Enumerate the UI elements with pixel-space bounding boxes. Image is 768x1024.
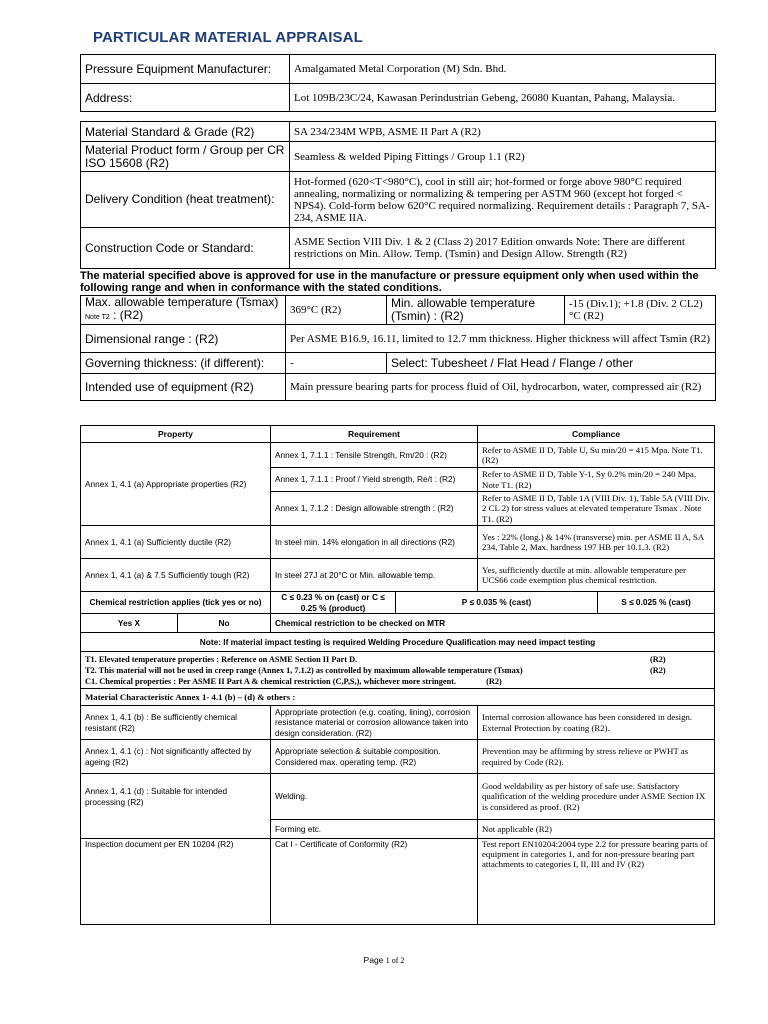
chem-restriction-label: Chemical restriction applies (tick yes or no) — [81, 592, 271, 614]
req-certificate: Cat I - Certificate of Conformity (R2) — [271, 839, 478, 925]
tsmax-value: 369°C (R2) — [286, 296, 387, 325]
prop-processing: Annex 1, 4.1 (d) : Suitable for intended processing (R2) — [81, 774, 271, 839]
page-label: Page — [363, 955, 386, 965]
comp-design-strength: Refer to ASME II D, Table 1A (VIII Div. 1), Table 5A (VIII Div. 2 CL 2) for stress values at elevated temperature Tsmax . Note T1. (R2) — [478, 492, 715, 526]
prop-ageing: Annex 1, 4.1 (c) : Not significantly affected by ageing (R2) — [81, 740, 271, 774]
header-property: Property — [81, 426, 271, 443]
tsmin-label: Min. allowable temperature (Tsmin) : (R2) — [387, 296, 565, 325]
note-c1-rev: (R2) — [486, 676, 502, 686]
comp-welding: Good weldability as per history of safe use. Satisfactory qualification of the welding procedure under ASME Section IX is considered as proof. (R2) — [478, 774, 715, 820]
note-c1: C1. Chemical properties : Per ASME II Part A & chemical restriction (C,P,S,), whichever more stringent. — [85, 676, 457, 686]
address-label: Address: — [81, 84, 290, 112]
comp-selection: Prevention may be affirming by stress relieve or PWHT as required by Code (R2). — [478, 740, 715, 774]
manufacturer-value: Amalgamated Metal Corporation (M) Sdn. Bhd. — [290, 55, 716, 84]
page-number: 1 of 2 — [385, 956, 405, 965]
manufacturer-label: Pressure Equipment Manufacturer: — [81, 55, 290, 84]
chem-phosphorus: P ≤ 0.035 % (cast) — [396, 592, 598, 614]
req-welding: Welding. — [271, 774, 478, 820]
form-label: Material Product form / Group per CR ISO 15608 (R2) — [81, 142, 290, 172]
note-t1: T1. Elevated temperature properties : Reference on ASME Section II Part D. — [85, 654, 358, 664]
comp-test-report: Test report EN10204:2004 type 2.2 for pressure bearing parts of equipment in categories 1, and for non-pressure bearing part attachments to categories I, II, III and IV (R2) — [478, 839, 715, 925]
comp-tensile: Refer to ASME II D, Table U, Su min/20 = 415 Mpa. Note T1. (R2) — [478, 443, 715, 468]
chem-sulfur: S ≤ 0.025 % (cast) — [598, 592, 715, 614]
prop-chemical-resistant: Annex 1, 4.1 (b) : Be sufficiently chemical resistant (R2) — [81, 706, 271, 740]
comp-elongation: Yes : 22% (long.) & 14% (transverse) min. per ASME II A, SA 234, Table 2, Max. hardness 197 HB per 10.1.3. (R2) — [478, 526, 715, 559]
note-t2: T2. This material will not be used in creep range (Annex 1, 7.1.2) as controlled by maximum allowable temperature (Tsmax) — [85, 665, 523, 675]
code-label: Construction Code or Standard: — [81, 228, 290, 269]
req-tensile: Annex 1, 7.1.1 : Tensile Strength, Rm/20 : (R2) — [271, 443, 478, 468]
approval-notice: The material specified above is approved for use in the manufacture or pressure equipment only when used within the following range and when in conformance with the stated conditions. — [80, 270, 699, 294]
chem-mtr-note: Chemical restriction to be checked on MTR — [271, 614, 715, 633]
header-requirement: Requirement — [271, 426, 478, 443]
req-yield: Annex 1, 7.1.1 : Proof / Yield strength, Re/t : (R2) — [271, 468, 478, 492]
range-table — [80, 295, 716, 401]
note-t1-rev: (R2) — [650, 654, 666, 664]
header-compliance: Compliance — [478, 426, 715, 443]
form-value: Seamless & welded Piping Fittings / Group 1.1 (R2) — [290, 142, 716, 172]
page-footer — [0, 955, 768, 965]
prop-inspection: Inspection document per EN 10204 (R2) — [81, 839, 271, 925]
gov-value: - — [286, 353, 387, 374]
tsmax-label: Max. allowable temperature (Tsmax) Note T2 : (R2) — [81, 296, 286, 325]
prop-appropriate-properties: Annex 1, 4.1 (a) Appropriate properties (R2) — [81, 443, 271, 526]
dim-label: Dimensional range : (R2) — [81, 325, 286, 353]
delivery-label: Delivery Condition (heat treatment): — [81, 172, 290, 228]
req-protection: Appropriate protection (e.g. coating, lining), corrosion resistance material or corrosion allowance taken into design consideration. (R2) — [271, 706, 478, 740]
standard-value: SA 234/234M WPB, ASME II Part A (R2) — [290, 122, 716, 142]
standard-label: Material Standard & Grade (R2) — [81, 122, 290, 142]
material-table — [80, 121, 716, 269]
comp-impact: Yes, sufficiently ductile at min. allowable temperature per UCS66 code exemption plus chemical restriction. — [478, 559, 715, 592]
manufacturer-table — [80, 54, 716, 112]
req-elongation: In steel min. 14% elongation in all directions (R2) — [271, 526, 478, 559]
prop-tough: Annex 1, 4.1 (a) & 7.5 Sufficiently tough (R2) — [81, 559, 271, 592]
dim-value: Per ASME B16.9, 16.11, limited to 12.7 mm thickness. Higher thickness will affect Tsmin (R2) — [286, 325, 716, 353]
address-value: Lot 109B/23C/24, Kawasan Perindustrian Gebeng, 26080 Kuantan, Pahang, Malaysia. — [290, 84, 716, 112]
prop-ductile: Annex 1, 4.1 (a) Sufficiently ductile (R2) — [81, 526, 271, 559]
characteristic-header: Material Characteristic Annex 1- 4.1 (b) – (d) & others : — [81, 689, 715, 706]
notes-block — [81, 652, 715, 689]
property-table — [80, 425, 715, 925]
comp-protection: Internal corrosion allowance has been considered in design. External Protection by coating (R2). — [478, 706, 715, 740]
req-selection: Appropriate selection & suitable composition. Considered max. operating temp. (R2) — [271, 740, 478, 774]
chem-yes-checkbox[interactable]: Yes X — [81, 614, 178, 633]
code-value: ASME Section VIII Div. 1 & 2 (Class 2) 2017 Edition onwards Note: There are different restrictions on Min. Allow. Temp. (Tsmin) and Design Allow. Strength (R2) — [290, 228, 716, 269]
comp-yield: Refer to ASME II D, Table Y-1, Sy 0.2% min/20 = 240 Mpa. Note T1. (R2) — [478, 468, 715, 492]
page-title: PARTICULAR MATERIAL APPRAISAL — [93, 29, 363, 46]
req-impact: In steel 27J at 20°C or Min. allowable temp. — [271, 559, 478, 592]
tsmin-value: -15 (Div.1); +1.8 (Div. 2 CL2) °C (R2) — [565, 296, 716, 325]
use-label: Intended use of equipment (R2) — [81, 374, 286, 401]
gov-select: Select: Tubesheet / Flat Head / Flange / other — [387, 353, 716, 374]
comp-forming: Not applicable (R2) — [478, 820, 715, 839]
chem-no-checkbox[interactable]: No — [178, 614, 271, 633]
impact-testing-note: Note: If material impact testing is required Welding Procedure Qualification may need impact testing — [81, 633, 715, 652]
delivery-value: Hot-formed (620<T<980°C), cool in still air; hot-formed or forge above 980°C required annealing, normalizing or normalizing & tempering per ASTM 960 (except hot forged < NPS4). Cold-form below 620°C required normalizing. Requirement details : Paragraph 7, SA-234, ASME IIA. — [290, 172, 716, 228]
note-t2-rev: (R2) — [650, 665, 666, 675]
req-forming: Forming etc. — [271, 820, 478, 839]
chem-carbon: C ≤ 0.23 % on (cast) or C ≤ 0.25 % (product) — [271, 592, 396, 614]
use-value: Main pressure bearing parts for process fluid of Oil, hydrocarbon, water, compressed air (R2) — [286, 374, 716, 401]
req-design-strength: Annex 1, 7.1.2 : Design allowable strength : (R2) — [271, 492, 478, 526]
gov-label: Governing thickness: (if different): — [81, 353, 286, 374]
